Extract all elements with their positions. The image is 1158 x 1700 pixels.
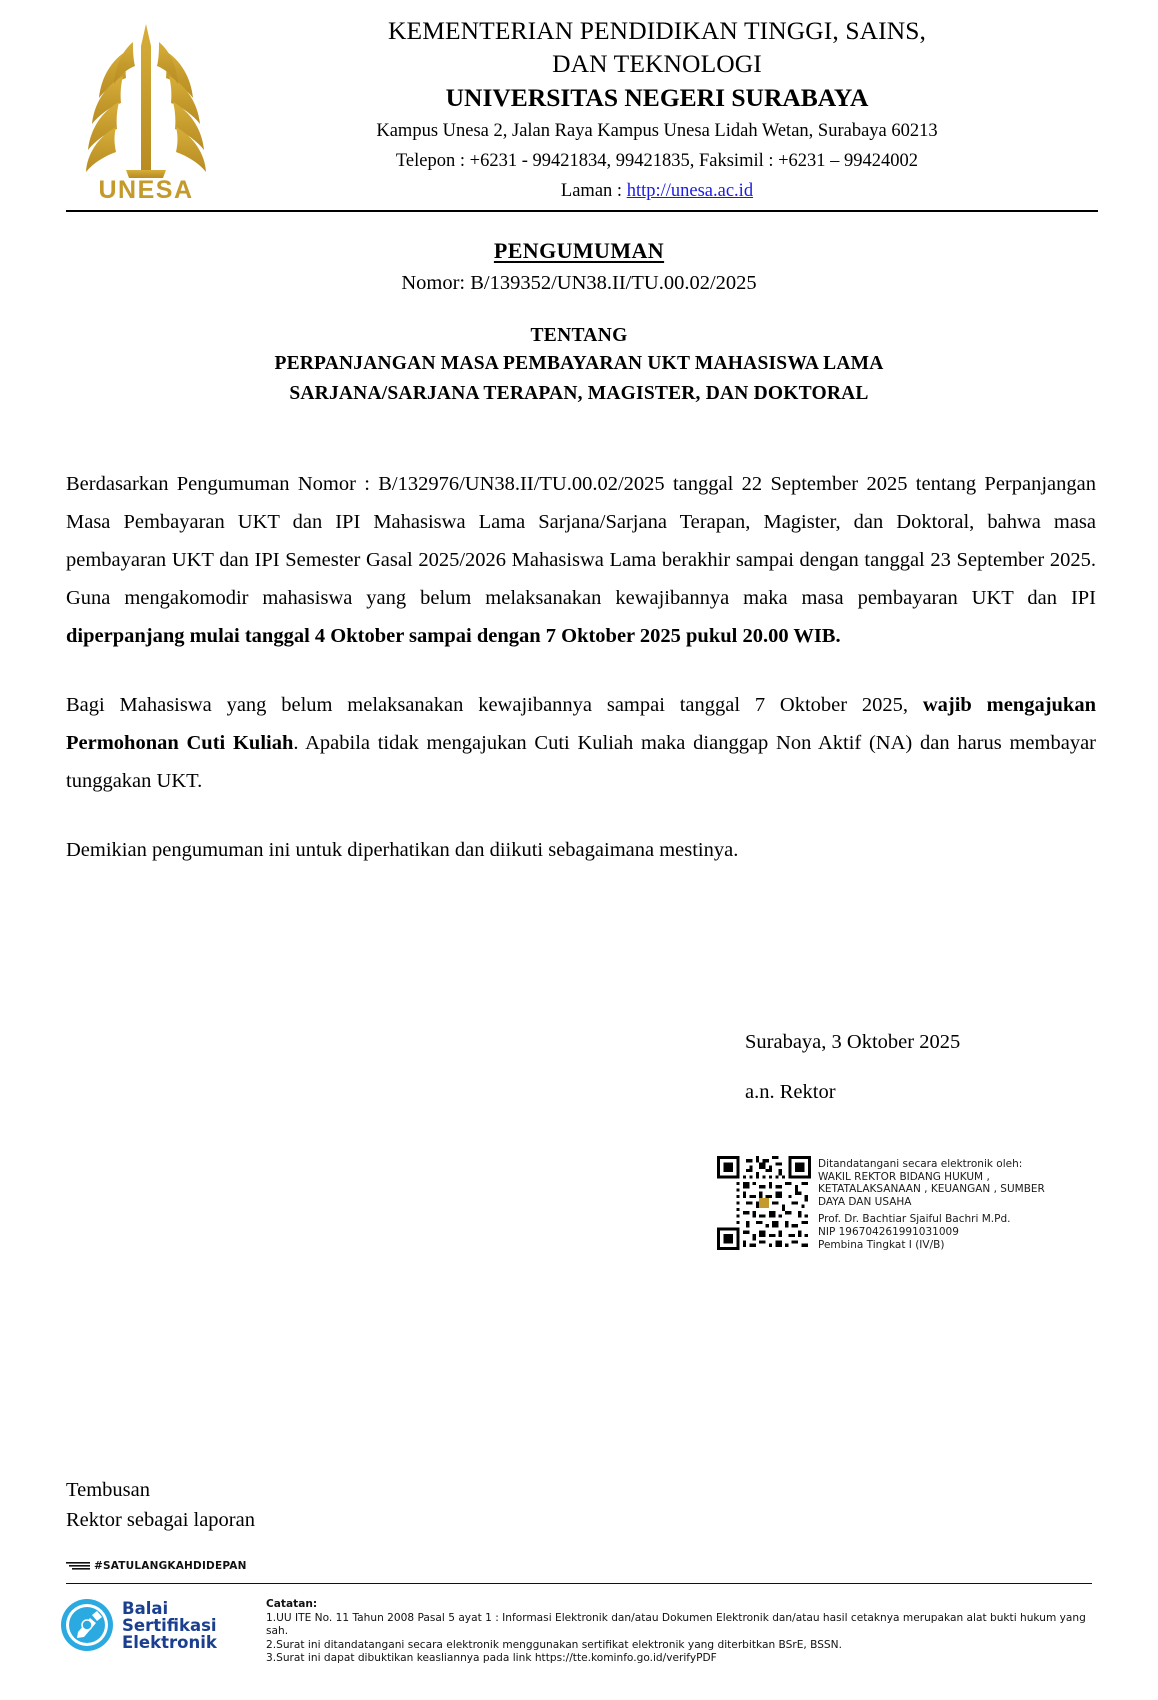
footer-divider — [66, 1583, 1092, 1584]
bsre-logo — [56, 1596, 266, 1654]
document-number: Nomor: B/139352/UN38.II/TU.00.02/2025 — [401, 272, 757, 294]
unesa-logo-icon — [71, 20, 221, 202]
paragraph-1 — [66, 465, 1096, 655]
title-block — [0, 238, 1158, 407]
ministry-line-2: DAN TEKNOLOGI — [552, 49, 762, 78]
footer-note-1: 1.UU ITE No. 11 Tahun 2008 Pasal 5 ayat 1 : Informasi Elektronik dan/atau Dokumen Elektronik dan/atau hasil cetaknya merupakan alat bukti hukum yang sah. — [266, 1612, 1086, 1638]
letterhead-divider — [66, 210, 1098, 212]
footer-notes — [266, 1596, 1096, 1665]
paragraph-2-text-b: . Apabila tidak mengajukan Cuti Kuliah maka dianggap Non Aktif (NA) dan harus membayar tunggakan UKT. — [66, 732, 1096, 792]
footer-hashtag — [66, 1560, 247, 1572]
website-link[interactable]: http://unesa.ac.id — [626, 181, 754, 201]
bsre-line-1: Balai — [122, 1598, 169, 1618]
footer-note-3: 3.Surat ini dapat dibuktikan keasliannya pada link https://tte.kominfo.go.id/verifyPDF — [266, 1651, 717, 1664]
esign-line-4: DAYA DAN USAHA — [818, 1195, 912, 1208]
esign-line-3: KETATALAKSANAAN , KEUANGAN , SUMBER — [818, 1183, 1045, 1196]
bsre-seal-icon — [56, 1596, 118, 1654]
tembusan-label: Tembusan — [66, 1479, 150, 1501]
signatory-name: Prof. Dr. Bachtiar Sjaiful Bachri M.Pd. — [818, 1213, 1011, 1226]
signatory-nip: NIP 196704261991031009 — [818, 1225, 959, 1238]
footer-block — [56, 1596, 1096, 1665]
website-label: Laman : — [560, 181, 627, 201]
esign-details — [811, 1156, 1045, 1251]
paragraph-1-emphasis: diperpanjang mulai tanggal 4 Oktober sampai dengan 7 Oktober 2025 pukul 20.00 WIB. — [66, 625, 841, 647]
esign-line-2: WAKIL REKTOR BIDANG HUKUM , — [818, 1170, 990, 1183]
footer-notes-label: Catatan: — [266, 1598, 318, 1610]
letterhead-text — [226, 14, 1098, 204]
paragraph-2-emphasis: wajib mengajukan Permohonan Cuti Kuliah — [66, 694, 1096, 754]
bsre-line-3: Elektronik — [122, 1632, 217, 1652]
about-label: TENTANG — [530, 325, 628, 346]
address-line: Kampus Unesa 2, Jalan Raya Kampus Unesa Lidah Wetan, Surabaya 60213 — [376, 121, 938, 141]
website-line — [226, 178, 1088, 204]
paragraph-2-text-a: Bagi Mahasiswa yang belum melaksanakan kewajibannya sampai tanggal 7 Oktober 2025, — [66, 694, 923, 716]
letterhead — [0, 0, 1158, 204]
bsre-line-2: Sertifikasi — [122, 1615, 217, 1635]
signatory-rank: Pembina Tingkat I (IV/B) — [818, 1238, 945, 1251]
unesa-logo — [66, 14, 226, 202]
subject-line-1: PERPANJANGAN MASA PEMBAYARAN UKT MAHASISWA LAMA — [274, 353, 884, 374]
footer-hashtag-text: #SATULANGKAHDIDEPAN — [94, 1560, 247, 1572]
electronic-signature — [701, 1156, 1096, 1251]
page-title: PENGUMUMAN — [493, 238, 665, 263]
signature-on-behalf: a.n. Rektor — [745, 1081, 836, 1103]
esign-line-1: Ditandatangani secara elektronik oleh: — [818, 1158, 1023, 1170]
document-body — [0, 465, 1158, 869]
footer-note-2: 2.Surat ini ditandatangani secara elektronik menggunakan sertifikat elektronik yang diterbitkan BSrE, BSSN. — [266, 1638, 842, 1651]
tembusan-item: Rektor sebagai laporan — [66, 1509, 255, 1531]
phone-line: Telepon : +6231 - 99421834, 99421835, Faksimil : +6231 – 99424002 — [395, 151, 919, 171]
paragraph-1-text: Berdasarkan Pengumuman Nomor : B/132976/UN38.II/TU.00.02/2025 tanggal 22 September 2025 tentang Perpanjangan Masa Pembayaran UKT dan IPI Mahasiswa Lama Sarjana/Sarjana Terapan, Magister, dan Doktoral, bahwa masa pembayaran UKT dan IPI Semester Gasal 2025/2026 Mahasiswa Lama berakhir sampai dengan tanggal 23 September 2025. Guna mengakomodir mahasiswa yang belum melaksanakan kewajibannya maka masa pembayaran UKT dan IPI — [66, 473, 1096, 609]
bars-icon — [66, 1561, 92, 1571]
ministry-line-1: KEMENTERIAN PENDIDIKAN TINGGI, SAINS, — [388, 16, 926, 45]
university-name: UNIVERSITAS NEGERI SURABAYA — [445, 83, 869, 112]
signature-block — [0, 1023, 1158, 1251]
paragraph-2 — [66, 686, 1096, 800]
svg-text:UNESA: UNESA — [98, 176, 194, 202]
signature-place-date: Surabaya, 3 Oktober 2025 — [745, 1031, 961, 1053]
subject-line-2: SARJANA/SARJANA TERAPAN, MAGISTER, DAN DOKTORAL — [289, 383, 869, 404]
tembusan-block — [66, 1475, 255, 1535]
bsre-wordmark — [122, 1600, 217, 1651]
paragraph-3: Demikian pengumuman ini untuk diperhatikan dan diikuti sebagaimana mestinya. — [66, 839, 739, 861]
qr-code-icon[interactable] — [717, 1156, 811, 1250]
